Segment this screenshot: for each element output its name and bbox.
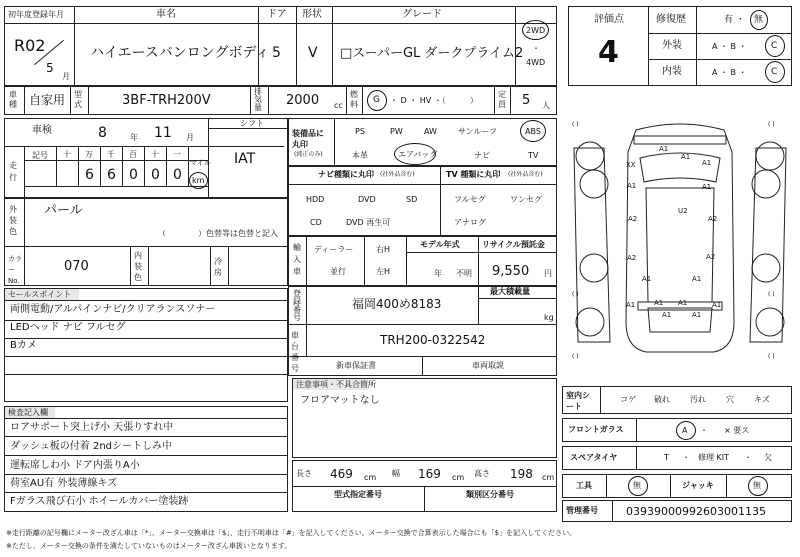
drive-2wd: 2WD <box>526 26 546 35</box>
mileage-symbol-label: 記号 <box>32 151 48 160</box>
import-left: 左H <box>376 267 391 276</box>
reg-month: 5 <box>46 61 54 75</box>
damage-diagram <box>564 112 796 370</box>
mark-4: A1 <box>702 159 712 167</box>
footer-line-2: ※ただし、メーター交換の条件を満たしていないものはメーター改ざん車扱いとなります。 <box>6 542 292 550</box>
inspector-label: 検査記入欄 <box>8 408 48 417</box>
inspection-year: 8 <box>98 125 107 141</box>
color-label: 外装色 <box>9 205 17 236</box>
mark-5: A1 <box>627 182 637 190</box>
color-note: （ ）色替等は色替と記入 <box>158 229 278 238</box>
height: 198 <box>510 467 533 481</box>
spare-opt-4: ・ <box>744 453 752 462</box>
inspection-year-unit: 年 <box>130 133 138 142</box>
tools-label: 工具 <box>576 481 592 490</box>
windshield-selected: A <box>682 426 688 435</box>
grade: □スーパーGL ダークプライム2 <box>340 46 524 61</box>
mark-17: A1 <box>712 301 722 309</box>
recycle-label: リサイクル預託金 <box>482 240 545 249</box>
management-value: 0393900099260300113​5 <box>626 505 766 518</box>
height-cm: cm <box>542 473 555 482</box>
exterior-options: A ・ B ・ <box>712 42 747 51</box>
equip-sunroof: サンルーフ <box>458 127 497 136</box>
displacement: 2000 <box>286 93 320 108</box>
windshield-label: フロントガラス <box>568 425 624 434</box>
import-right: 右H <box>376 245 391 254</box>
cc: cc <box>334 101 343 110</box>
km: km <box>192 176 205 185</box>
equip-leather: 本革 <box>352 151 368 160</box>
mark-8: A2 <box>628 215 638 223</box>
mark-3: XX <box>626 161 636 169</box>
height-label: 高さ <box>474 469 490 478</box>
footer-line-1: ※走行距離の記号欄にメーター改ざん車は「*」、メーター交換車は「$」、走行不明車は「#」を記入してください。メーター交換で合算表示した場合にも「$」を記入してください。 <box>6 529 577 537</box>
seat-opt-2: 破れ <box>654 395 670 404</box>
tire-front-left <box>576 142 604 170</box>
ac-label: 冷房 <box>214 257 222 277</box>
car-name: ハイエースバンロングボディ <box>90 45 270 61</box>
exterior-label: 外装 <box>662 40 682 51</box>
jack-selected: 無 <box>753 481 761 490</box>
tire-rear-right <box>752 254 780 282</box>
notes-value: フロアマットなし <box>300 395 380 406</box>
tire-front-left-2 <box>580 170 608 198</box>
svg-text:( ): ( ) <box>768 291 775 298</box>
svg-text:( ): ( ) <box>572 291 579 298</box>
width-label: 幅 <box>392 469 400 478</box>
usage: 自家用 <box>29 93 66 107</box>
svg-text:( ): ( ) <box>768 121 775 128</box>
spare-opt-1: T <box>664 453 669 462</box>
registration-value: 福岡400め8183 <box>352 297 442 311</box>
grade-label: グレード <box>402 9 442 20</box>
model-year-label: モデル年式 <box>420 240 460 249</box>
model-year-unit: 年 <box>434 269 442 278</box>
inspection-label: 車検 <box>32 125 52 136</box>
svg-text:( ): ( ) <box>572 353 579 360</box>
manual: 車両取説 <box>472 361 504 370</box>
navi-dvd-play: DVD 再生可 <box>346 218 391 227</box>
spare-opt-3: 修理 KIT <box>698 453 730 462</box>
mark-15: A1 <box>692 311 702 319</box>
color-no: 070 <box>64 259 89 274</box>
car-name-label: 車名 <box>156 9 176 20</box>
shift: IAT <box>234 151 256 167</box>
score: 4 <box>598 35 619 70</box>
mark-1: A1 <box>659 145 669 153</box>
tire-rear-left <box>580 254 608 282</box>
color-no-label: カラーNo. <box>8 255 22 285</box>
model: 3BF-TRH200V <box>122 93 211 108</box>
fuel-selected: G <box>373 95 380 105</box>
interior-options: A ・ B ・ <box>712 68 747 77</box>
diagram-roof <box>646 188 714 302</box>
mark-19: A1 <box>692 275 702 283</box>
sales-line-2: LEDヘッド ナビ フルセグ <box>10 322 126 333</box>
seat-opt-5: キズ <box>754 395 770 404</box>
equip-pw: PW <box>390 127 403 136</box>
digit-label-5: 十 <box>151 150 159 159</box>
navi-sd: SD <box>406 195 418 204</box>
length-cm: cm <box>364 473 377 482</box>
shape-label: 形状 <box>302 9 322 20</box>
tv-label: TV 種類に丸印 <box>446 170 501 179</box>
mark-9: A2 <box>708 215 718 223</box>
jack-label: ジャッキ <box>682 481 714 490</box>
mark-13: A1 <box>678 299 688 307</box>
displacement-label: 排気量 <box>254 87 262 112</box>
interior-selected: C <box>771 67 778 77</box>
width: 169 <box>418 467 441 481</box>
shift-label: シフト <box>240 119 264 128</box>
inspector-line-4: 荷室AU有 外装薄線キズ <box>10 478 118 489</box>
drive-dot: ・ <box>532 44 540 53</box>
registration-label: 登録番号 <box>293 289 301 322</box>
equip-ps: PS <box>355 127 365 136</box>
tire-front-right <box>756 142 784 170</box>
sales-line-3: Bカメ <box>10 340 37 351</box>
tv-oneseg: ワンセグ <box>510 195 542 204</box>
digit-label-6: 一 <box>173 150 181 159</box>
digit-4: 0 <box>129 167 138 183</box>
navi-hdd: HDD <box>306 195 325 204</box>
equip-tv: TV <box>528 151 539 160</box>
inspection-month-unit: 月 <box>186 133 194 142</box>
tools-selected: 無 <box>633 481 641 490</box>
diagram-front-bumper <box>634 136 726 144</box>
max-load-kg: kg <box>544 313 554 322</box>
recycle-unit: 円 <box>544 269 552 278</box>
capacity-label: 定員 <box>498 90 506 109</box>
tire-rear-left-2 <box>576 308 604 336</box>
spare-label: スペアタイヤ <box>570 453 618 462</box>
tv-sub: (社外品含む) <box>508 171 543 178</box>
mark-16: A1 <box>626 301 636 309</box>
equip-navi: ナビ <box>474 151 490 160</box>
diagram-body-outline <box>626 124 734 352</box>
new-warranty: 新車保証書 <box>336 361 376 370</box>
tv-analog: アナログ <box>454 218 486 227</box>
import-dealer: ディーラー <box>314 245 354 254</box>
tire-front-right-2 <box>752 170 780 198</box>
length-label: 長さ <box>296 469 312 478</box>
import-label: 輸入車 <box>293 243 301 276</box>
first-reg-label: 初年度登録年月 <box>8 10 64 19</box>
class-label: 類別区分番号 <box>466 490 514 499</box>
tire-rear-right-2 <box>756 308 784 336</box>
drive-4wd: 4WD <box>526 58 546 67</box>
sales-points-label: セールスポイント <box>8 290 72 299</box>
repair-label: 修復歴 <box>656 14 686 25</box>
equipment-sub: (純正のみ) <box>294 151 323 158</box>
model-label: 型式 <box>74 90 82 109</box>
management-label: 管理番号 <box>566 506 598 515</box>
reg-month-unit: 月 <box>62 72 70 81</box>
model-year-unknown: 不明 <box>456 269 472 278</box>
seat-opt-1: コゲ <box>620 395 636 404</box>
recycle: 9,550 <box>492 264 530 279</box>
equip-aw: AW <box>424 127 437 136</box>
mark-11: A2 <box>706 253 716 261</box>
inspector-line-1: ロアサポート突上げ小 天張りすれ中 <box>10 422 174 433</box>
equip-abs: ABS <box>525 127 541 136</box>
svg-text:( ): ( ) <box>572 121 579 128</box>
digit-2: 6 <box>85 167 94 183</box>
width-cm: cm <box>452 473 465 482</box>
max-load-label: 最大積載量 <box>490 287 530 296</box>
length: 469 <box>330 467 353 481</box>
mark-18: A1 <box>642 275 652 283</box>
svg-text:( ): ( ) <box>768 353 775 360</box>
mark-14: A1 <box>662 311 672 319</box>
mark-12: A1 <box>654 299 664 307</box>
diagram-rear <box>648 308 712 332</box>
navi-cd: CD <box>310 218 322 227</box>
notes-label: 注意事項・不具合箇所 <box>296 380 376 389</box>
capacity-unit: 人 <box>542 101 550 110</box>
navi-dvd: DVD <box>358 195 376 204</box>
diagram-windshield <box>640 153 720 182</box>
notes-block <box>292 378 557 458</box>
color-value: パール <box>44 203 83 218</box>
score-label: 評価点 <box>594 14 624 25</box>
digit-3: 6 <box>107 167 116 183</box>
type-cert-label: 型式指定番号 <box>334 490 382 499</box>
digit-label-3: 千 <box>107 150 115 159</box>
repair-selected: 無 <box>754 15 764 25</box>
windshield-options: ・ × 要ス <box>700 426 750 435</box>
capacity: 5 <box>522 93 531 108</box>
spare-opt-2: ・ <box>682 453 690 462</box>
sales-line-1: 両側電動/アルパインナビ/クリアランスソナー <box>10 304 216 315</box>
seat-opt-4: 穴 <box>726 395 734 404</box>
inspector-line-3: 運転席しわ小 ドア内張りA小 <box>10 460 140 471</box>
mileage-label: 走行 <box>9 161 17 182</box>
digit-label-4: 百 <box>129 150 137 159</box>
tv-fullseg: フルセグ <box>454 195 486 204</box>
seat-label: 室内シート <box>566 391 590 411</box>
chassis: TRH200-0322542 <box>380 333 486 347</box>
equipment-label: 装備品に丸印 <box>292 129 324 149</box>
shape: V <box>308 45 318 61</box>
exterior-selected: C <box>771 41 778 51</box>
navi-sub: (社外品含む) <box>380 171 415 178</box>
seat-opt-3: 汚れ <box>690 395 706 404</box>
navi-label: ナビ種類に丸印 <box>318 170 374 179</box>
fuel-label: 燃料 <box>350 90 358 109</box>
digit-5: 0 <box>151 167 160 183</box>
inspection-month: 11 <box>154 125 172 141</box>
import-parallel: 並行 <box>330 267 346 276</box>
interior-color-label: 内装色 <box>134 251 142 282</box>
mile-label: マイル <box>190 159 211 167</box>
repair-options: 有 ・ <box>724 15 745 25</box>
chassis-label: 車台番号 <box>291 331 299 373</box>
door-label: ドア <box>267 9 287 20</box>
digit-6: 0 <box>173 167 182 183</box>
spare-opt-5: 欠 <box>764 453 772 462</box>
digit-label-2: 万 <box>85 150 93 159</box>
inspector-line-2: ダッシュ板の付着 2ndシートしみ中 <box>10 441 173 452</box>
fuel-options: ・ D ・ HV ・（ ） <box>390 96 478 105</box>
inspector-line-5: Fガラス飛び石小 ホイールカバー塗装跡 <box>10 496 189 507</box>
interior-label: 内装 <box>662 66 682 77</box>
mark-10: A2 <box>627 254 637 262</box>
mark-2: A1 <box>681 153 691 161</box>
digit-label-1: 十 <box>63 150 71 159</box>
mark-7: U2 <box>678 207 688 215</box>
equip-airbag: エアバッグ <box>398 150 438 159</box>
reg-era: R02 <box>14 36 46 55</box>
doors: 5 <box>272 45 281 61</box>
mark-6: A1 <box>702 183 712 191</box>
usage-label: 車種 <box>9 90 17 109</box>
